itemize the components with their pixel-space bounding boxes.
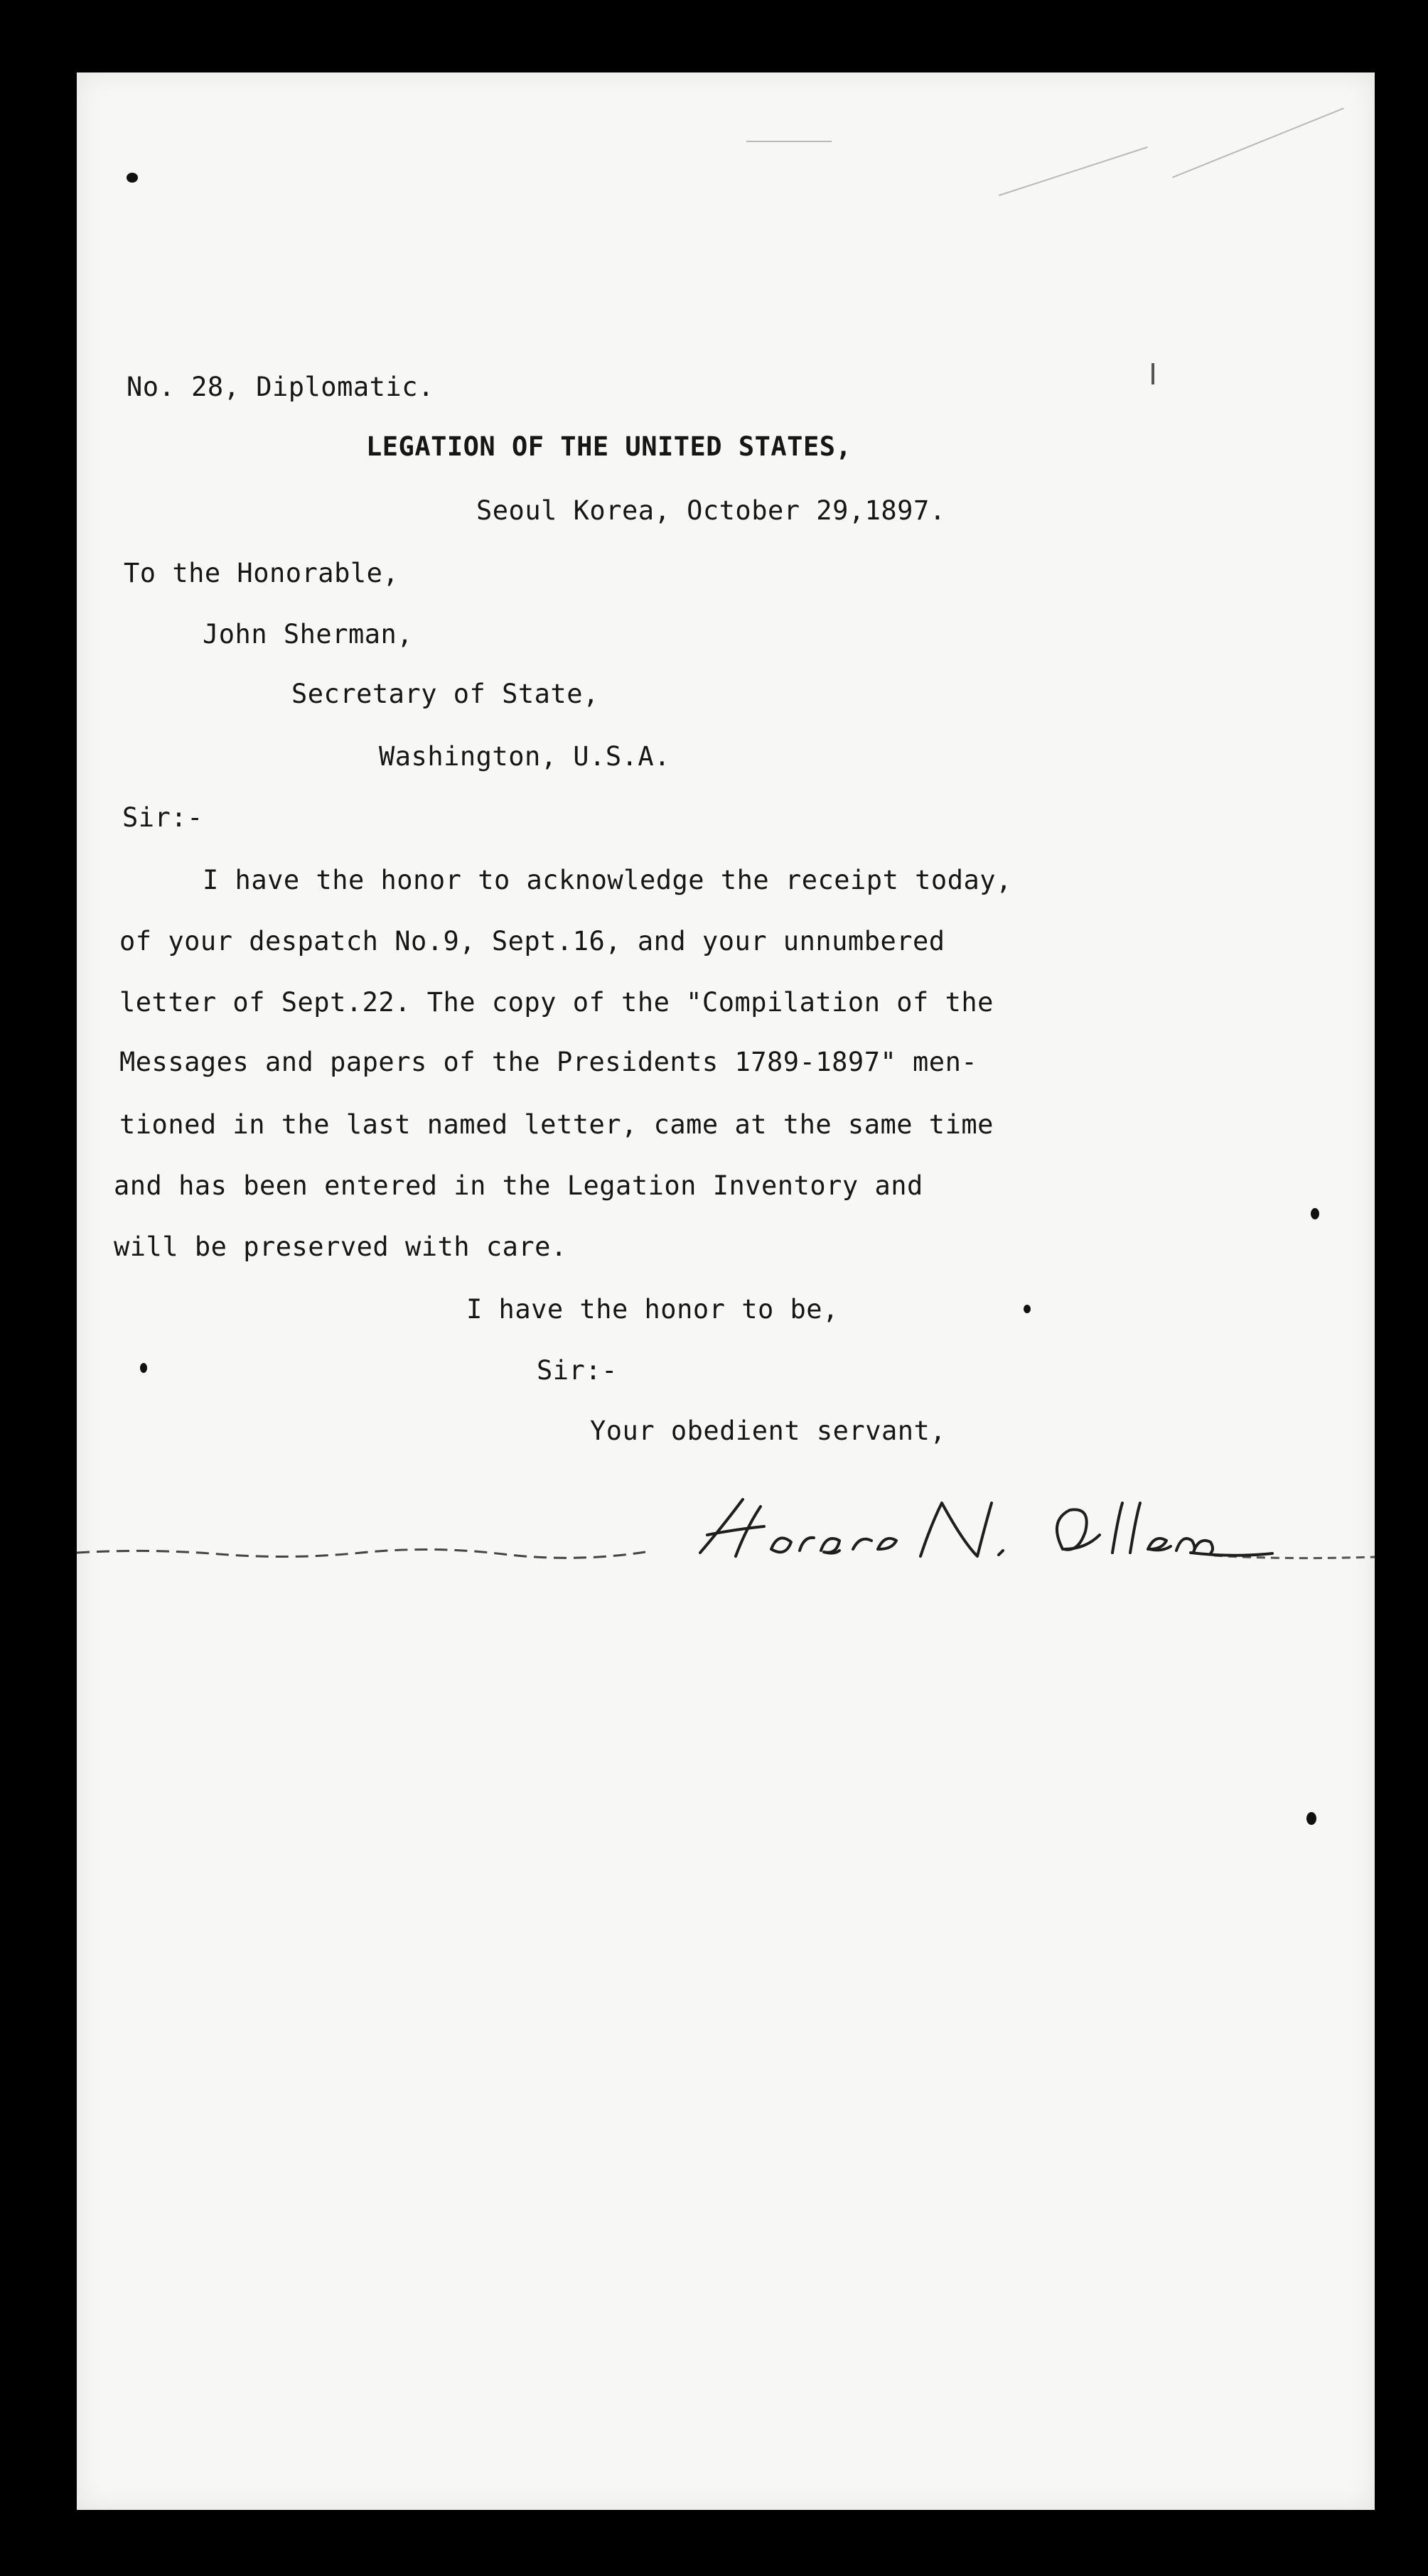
ink-speck [140, 1363, 147, 1373]
legation-heading: LEGATION OF THE UNITED STATES, [366, 431, 852, 462]
body-line: will be preserved with care. [114, 1232, 567, 1262]
body-line: of your despatch No.9, Sept.16, and your unnumbered [119, 926, 945, 956]
handwritten-signature [693, 1485, 1276, 1585]
greeting: Sir:- [122, 802, 203, 833]
ink-speck [127, 173, 138, 183]
body-line: letter of Sept.22. The copy of the "Compilation of the [119, 987, 994, 1018]
ink-speck [1024, 1305, 1031, 1313]
body-line: tioned in the last named letter, came at the same time [119, 1109, 994, 1140]
scan-scratch [746, 141, 832, 142]
scan-scratch [1151, 363, 1154, 384]
reference-number: No. 28, Diplomatic. [127, 372, 434, 402]
ink-speck [1311, 1208, 1319, 1219]
body-line: I have the honor to acknowledge the receipt today, [203, 865, 1012, 895]
closing-sir: Sir:- [537, 1355, 618, 1386]
addressee-name: John Sherman, [203, 619, 414, 650]
body-line: and has been entered in the Legation Inventory and [114, 1170, 923, 1201]
body-line: Messages and papers of the Presidents 1789-1897" men- [119, 1047, 978, 1077]
place-date: Seoul Korea, October 29,1897. [476, 495, 946, 526]
addressee-title: Secretary of State, [291, 679, 599, 709]
closing-line: I have the honor to be, [466, 1294, 839, 1325]
addressee-to: To the Honorable, [124, 558, 399, 588]
ink-speck [1306, 1812, 1316, 1825]
closing-servant: Your obedient servant, [590, 1416, 947, 1446]
addressee-location: Washington, U.S.A. [379, 741, 670, 772]
